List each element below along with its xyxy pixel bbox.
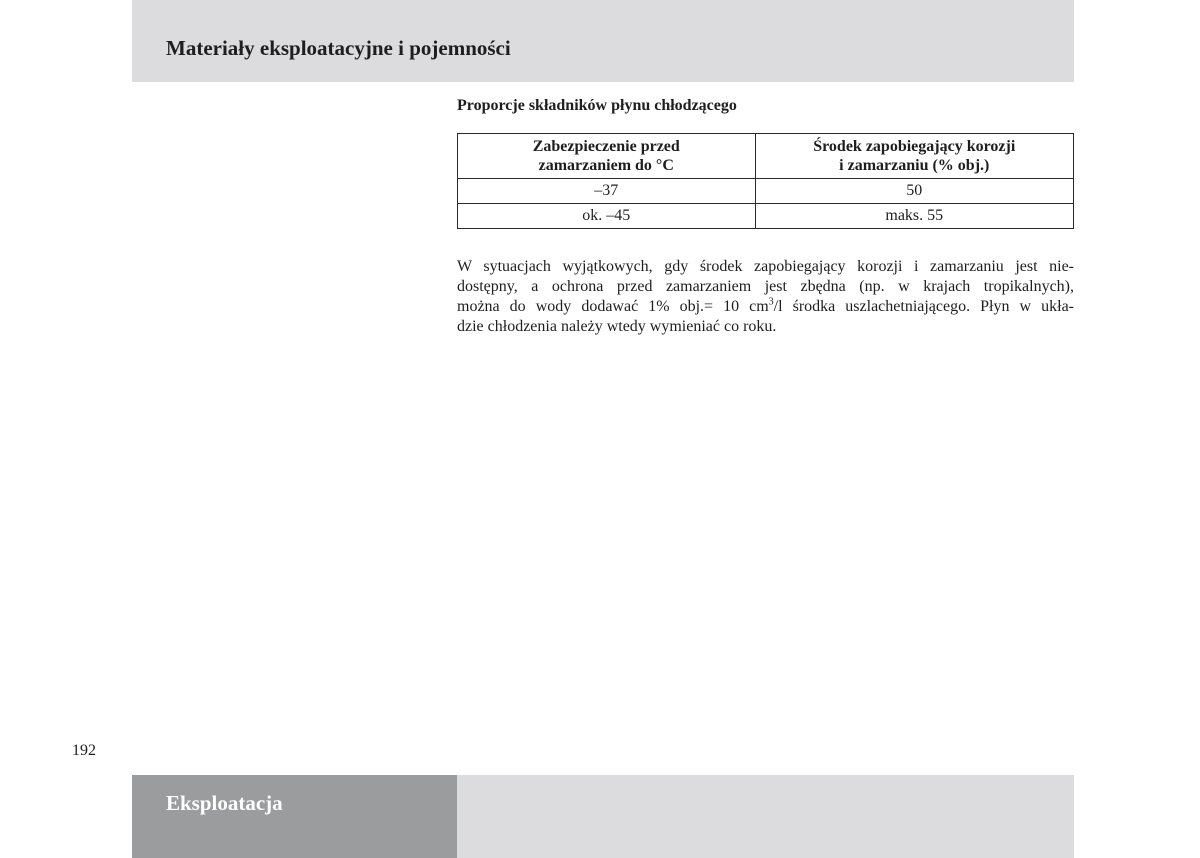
column-header-line: i zamarzaniu (% obj.): [839, 157, 990, 174]
footer-band: [457, 775, 1074, 858]
paragraph-text: /l środka uszlachetniającego. Płyn w ukła-: [773, 298, 1075, 315]
body-paragraph: [457, 257, 1074, 337]
header-band: [132, 0, 1074, 82]
paragraph-line: dostępny, a ochrona przed zamarzaniem jest zbędna (np. w krajach tropikalnych),: [457, 278, 1074, 295]
paragraph-line: W sytuacjach wyjątkowych, gdy środek zapobiegający korozji i zamarzaniu jest nie-: [457, 258, 1074, 275]
table-row: [458, 179, 1074, 204]
table-cell: ok. –45: [458, 204, 756, 229]
paragraph-line: [457, 297, 1074, 317]
superscript: 3: [768, 296, 774, 308]
section-heading: Proporcje składników płynu chłodzącego: [457, 97, 737, 114]
footer-section-tab: [132, 775, 457, 858]
table-row: [458, 204, 1074, 229]
page-number: 192: [72, 742, 96, 759]
table-cell: maks. 55: [755, 204, 1073, 229]
page-title: Materiały eksploatacyjne i pojemności: [166, 36, 511, 60]
paragraph-line: dzie chłodzenia należy wtedy wymieniać co roku.: [457, 318, 777, 335]
table-cell: 50: [755, 179, 1073, 204]
footer-section-label: Eksploatacja: [166, 791, 283, 815]
coolant-proportions-table: [457, 133, 1074, 229]
column-header-line: Środek zapobiegający korozji: [813, 138, 1016, 155]
column-header-line: Zabezpieczenie przed: [532, 138, 680, 155]
table-cell: –37: [458, 179, 756, 204]
column-header-antifreeze-protection: [458, 134, 756, 179]
table-header-row: [458, 134, 1074, 179]
column-header-additive-percentage: [755, 134, 1073, 179]
column-header-line: zamarzaniem do °C: [538, 157, 674, 174]
paragraph-text: można do wody dodawać 1% obj.= 10 cm: [457, 298, 769, 315]
